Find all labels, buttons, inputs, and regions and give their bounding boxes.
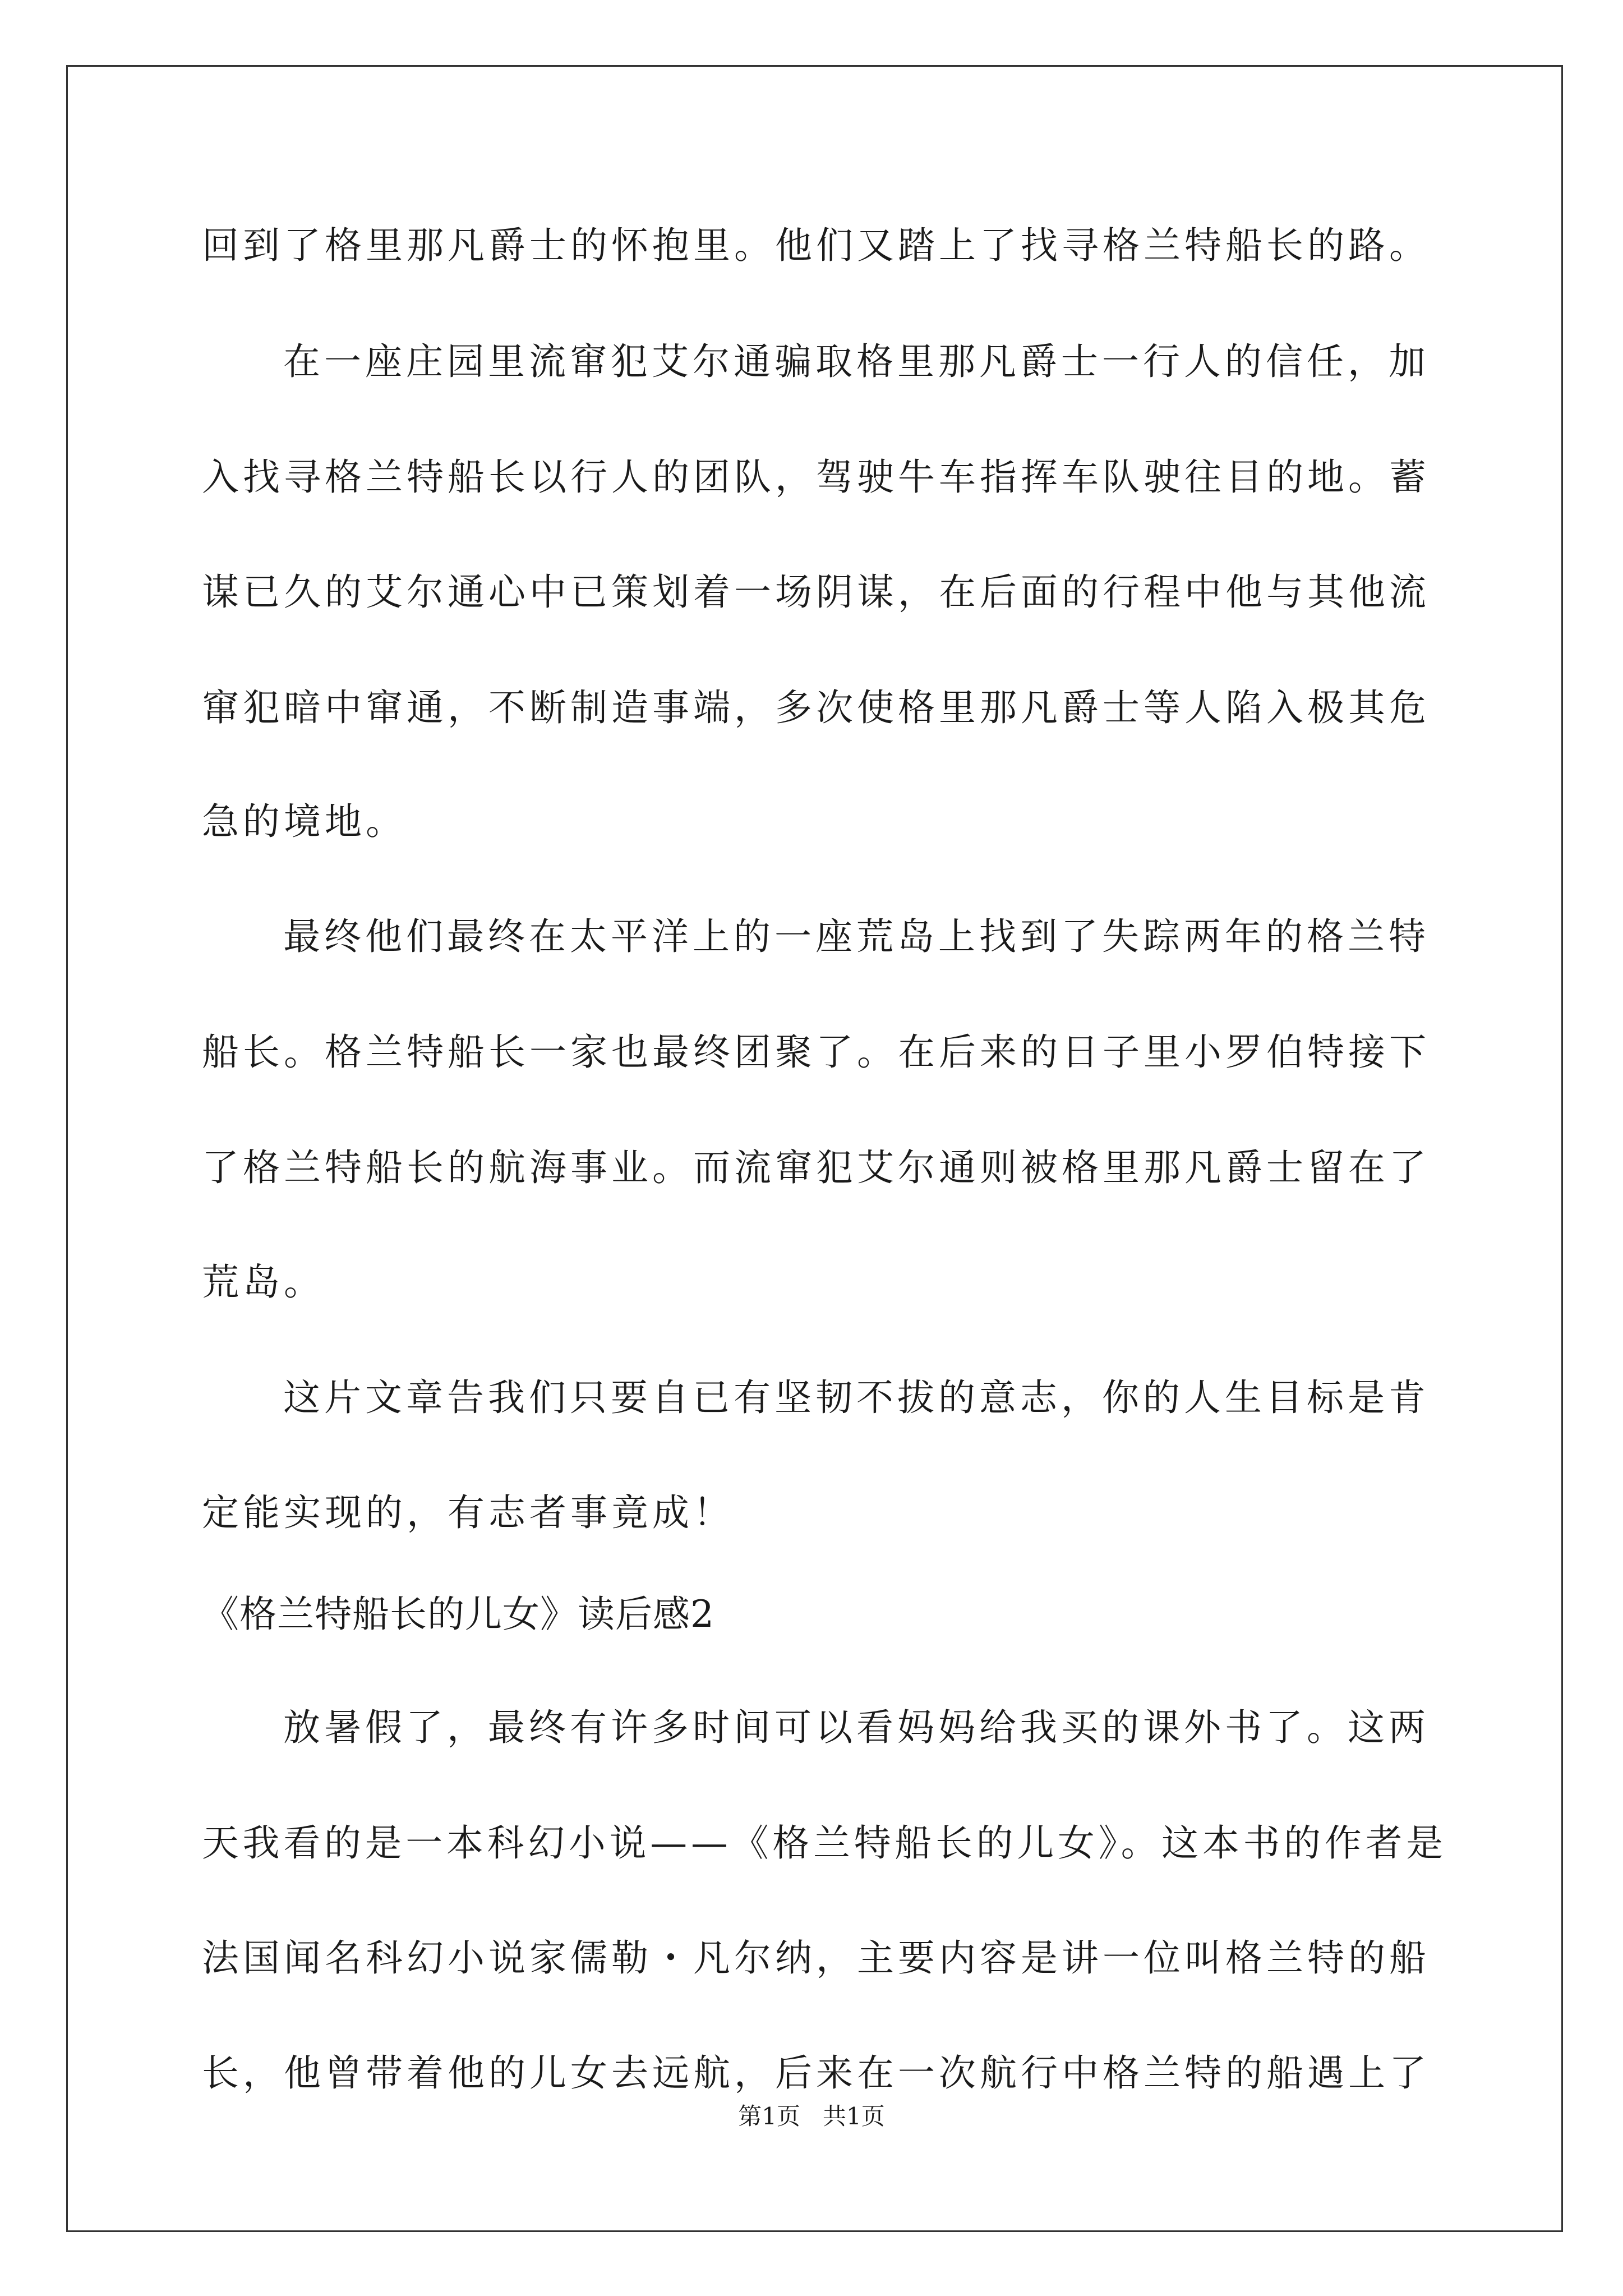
text-line: 谋已久的艾尔通心中已策划着一场阴谋，在后面的行程中他与其他流 (202, 570, 1430, 614)
text-line: 荒岛。 (202, 1260, 325, 1304)
text-line: 了格兰特船长的航海事业。而流窜犯艾尔通则被格里那凡爵士留在了 (202, 1146, 1430, 1189)
page-footer: 第1页 共1页 (738, 2102, 885, 2130)
text-line: 法国闻名科幻小说家儒勒・凡尔纳，主要内容是讲一位叫格兰特的船 (202, 1936, 1430, 1980)
text-line: 这片文章告我们只要自已有坚韧不拔的意志，你的人生目标是肯 (283, 1376, 1430, 1419)
text-line: 窜犯暗中窜通，不断制造事端，多次使格里那凡爵士等人陷入极其危 (202, 686, 1430, 729)
text-line: 定能实现的，有志者事竟成！ (202, 1491, 734, 1534)
text-line: 放暑假了，最终有许多时间可以看妈妈给我买的课外书了。这两 (283, 1706, 1430, 1749)
text-line: 急的境地。 (202, 800, 407, 843)
text-line: 天我看的是一本科幻小说——《格兰特船长的儿女》。这本书的作者是 (202, 1821, 1447, 1865)
text-line: 最终他们最终在太平洋上的一座荒岛上找到了失踪两年的格兰特 (283, 915, 1430, 958)
text-line: 入找寻格兰特船长以行人的团队，驾驶牛车指挥车队驶往目的地。蓄 (202, 455, 1430, 499)
text-line: 长，他曾带着他的儿女去远航，后来在一次航行中格兰特的船遇上了 (202, 2051, 1430, 2095)
text-line: 回到了格里那凡爵士的怀抱里。他们又踏上了找寻格兰特船长的路。 (202, 224, 1430, 267)
text-line: 在一座庄园里流窜犯艾尔通骗取格里那凡爵士一行人的信任，加 (283, 340, 1430, 383)
text-line: 船长。格兰特船长一家也最终团聚了。在后来的日子里小罗伯特接下 (202, 1030, 1430, 1074)
section-heading: 《格兰特船长的儿女》读后感2 (202, 1593, 714, 1636)
